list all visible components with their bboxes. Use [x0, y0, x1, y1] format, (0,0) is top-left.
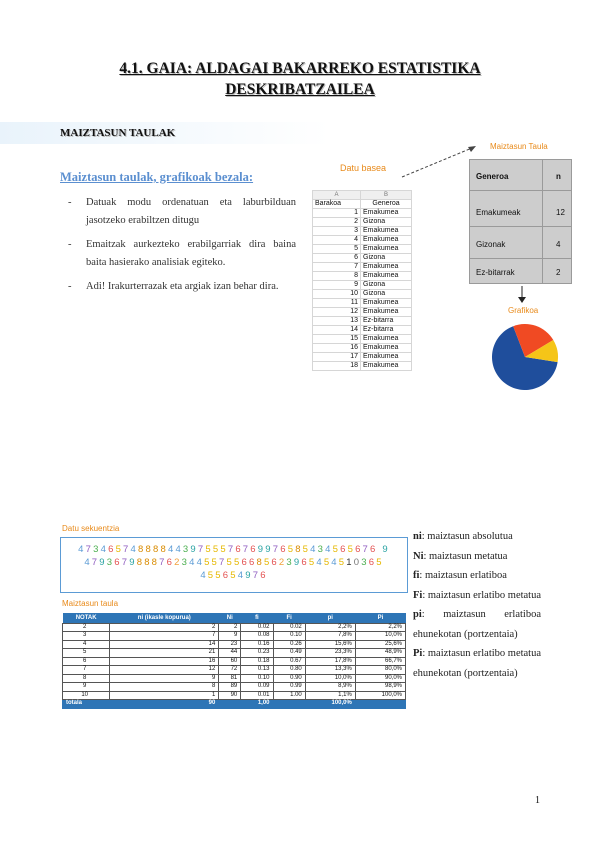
section-heading-text: MAIZTASUN TAULAK [60, 127, 176, 139]
table-cell: 2 [110, 623, 219, 632]
col-letter: B [361, 191, 412, 200]
legend-item [413, 547, 541, 567]
freq-header-cell: Generoa [476, 171, 509, 181]
sheet-cell: 5 [313, 245, 361, 254]
total-cell: 1,00 [241, 700, 273, 709]
table-row [63, 623, 406, 632]
page-title: 4.1. GAIA: ALDAGAI BAKARREKO ESTATISTIKA DESKRIBATZAILEA [119, 60, 481, 98]
legend-key: ni [413, 531, 422, 542]
freq-cell: Ez-bitarrak [476, 267, 515, 277]
column-header: pi [305, 613, 355, 623]
table-cell: 2,2% [355, 623, 405, 632]
col-letter: A [313, 191, 361, 200]
table-row [313, 272, 412, 281]
table-cell: 1,1% [305, 691, 355, 700]
maiztasun-taula [62, 613, 406, 709]
table-row [63, 632, 406, 641]
list-item: - Datuak modu ordenatuan eta laburbilduan jasotzeko erabiltzen ditugu [86, 194, 296, 229]
table-row [313, 290, 412, 299]
legend-text: : maiztasun erlatiboa [419, 570, 507, 581]
total-cell [355, 700, 405, 709]
table-cell: 8,9% [305, 683, 355, 692]
datu-basea-sheet [312, 190, 412, 371]
column-header: NOTAK [63, 613, 110, 623]
table-row [313, 236, 412, 245]
sheet-cell: Emakumea [361, 236, 412, 245]
legend-key: fi [413, 570, 420, 581]
legend-key: pi [413, 609, 422, 620]
table-cell: 0.10 [241, 674, 273, 683]
table-row [313, 209, 412, 218]
freq-cell: 2 [556, 267, 561, 277]
sheet-cell: 11 [313, 299, 361, 308]
freq-cell: Emakumeak [476, 207, 521, 217]
table-cell: 0.09 [241, 683, 273, 692]
table-cell: 0.16 [241, 640, 273, 649]
legend-key: Pi [413, 648, 423, 659]
table-cell: 0.02 [273, 623, 305, 632]
table-cell: 9 [63, 683, 110, 692]
table-row [313, 254, 412, 263]
ftab-header [63, 613, 406, 623]
freq-cell: 12 [556, 207, 565, 217]
table-row [63, 657, 406, 666]
datu-basea-label: Datu basea [340, 163, 387, 173]
arrow-dashed [400, 144, 480, 180]
table-cell: 5 [63, 649, 110, 658]
table-row [313, 353, 412, 362]
table-row [63, 649, 406, 658]
sheet-cell: Emakumea [361, 299, 412, 308]
sheet-cell: 1 [313, 209, 361, 218]
table-cell: 0.67 [273, 657, 305, 666]
list-item: - Adi! Irakurterrazak eta argiak izan behar dira. [86, 278, 296, 296]
table-cell: 44 [219, 649, 241, 658]
sheet-cell: 6 [313, 254, 361, 263]
table-row [313, 362, 412, 371]
table-cell: 8 [63, 674, 110, 683]
column-header: Ni [219, 613, 241, 623]
total-cell [219, 700, 241, 709]
table-row [313, 281, 412, 290]
sheet-header-cell: Generoa [361, 200, 412, 209]
page-number: 1 [535, 795, 540, 806]
bullet-list [86, 194, 296, 303]
table-row [313, 245, 412, 254]
legend [413, 527, 541, 683]
table-cell: 23,3% [305, 649, 355, 658]
table-cell: 72 [219, 666, 241, 675]
sequence-line: 4793679888762344557556685623965454510365 [84, 557, 384, 568]
freq-cell: Gizonak [476, 239, 506, 249]
table-cell: 0.18 [241, 657, 273, 666]
sheet-cell: Emakumea [361, 209, 412, 218]
column-header: Fi [273, 613, 305, 623]
sheet-col-letters [313, 191, 412, 200]
total-cell: totala [63, 700, 110, 709]
table-cell: 100,0% [355, 691, 405, 700]
table-cell: 10 [63, 691, 110, 700]
table-cell: 4 [63, 640, 110, 649]
sheet-cell: Emakumea [361, 344, 412, 353]
freq-header [470, 166, 571, 186]
table-cell: 13,3% [305, 666, 355, 675]
table-cell: 0.13 [241, 666, 273, 675]
sheet-cell: Emakumea [361, 308, 412, 317]
table-cell: 2 [63, 623, 110, 632]
total-row [63, 700, 406, 709]
sheet-cell: 10 [313, 290, 361, 299]
sheet-cell: Emakumea [361, 245, 412, 254]
table-cell: 0.99 [273, 683, 305, 692]
table-row [63, 674, 406, 683]
sheet-cell: 4 [313, 236, 361, 245]
sheet-cell: Emakumea [361, 272, 412, 281]
table-cell: 66,7% [355, 657, 405, 666]
legend-item [413, 644, 541, 683]
sheet-cell: Gizona [361, 254, 412, 263]
table-cell: 7 [110, 632, 219, 641]
grafikoa-label: Grafikoa [508, 306, 539, 315]
table-cell: 17,8% [305, 657, 355, 666]
sheet-cell: Emakumea [361, 227, 412, 236]
sheet-cell: Emakumea [361, 353, 412, 362]
table-cell: 0.80 [273, 666, 305, 675]
column-header: Pi [355, 613, 405, 623]
arrow-down-icon [516, 286, 528, 304]
sheet-cell: Gizona [361, 281, 412, 290]
table-cell: 15,6% [305, 640, 355, 649]
table-cell: 89 [219, 683, 241, 692]
sheet-cell: 13 [313, 317, 361, 326]
table-cell: 7,8% [305, 632, 355, 641]
sheet-cell: 12 [313, 308, 361, 317]
sheet-cell: Emakumea [361, 263, 412, 272]
table-row [313, 317, 412, 326]
sheet-cell: 15 [313, 335, 361, 344]
table-cell: 14 [110, 640, 219, 649]
table-cell: 0.10 [273, 632, 305, 641]
total-cell [273, 700, 305, 709]
table-row [313, 227, 412, 236]
sheet-cell: Emakumea [361, 362, 412, 371]
sheet-cell: 8 [313, 272, 361, 281]
maiztasun-taula-label: Maiztasun taula [62, 599, 119, 608]
maiztasun-taula-box [469, 159, 572, 284]
maiztasun-taula-box-label: Maiztasun Taula [490, 142, 548, 151]
table-cell: 80,0% [355, 666, 405, 675]
table-cell: 23 [219, 640, 241, 649]
table-cell: 16 [110, 657, 219, 666]
table-cell: 90,0% [355, 674, 405, 683]
legend-item [413, 566, 541, 586]
table-cell: 12 [110, 666, 219, 675]
table-row [313, 299, 412, 308]
legend-text: : maiztasun erlatiboa ehunekotan (portzentaia) [413, 609, 541, 640]
total-cell: 100,0% [305, 700, 355, 709]
table-cell: 2 [219, 623, 241, 632]
legend-item [413, 586, 541, 606]
sheet-cell: 17 [313, 353, 361, 362]
sheet-cell: Gizona [361, 290, 412, 299]
table-cell: 81 [219, 674, 241, 683]
table-cell: 0.90 [273, 674, 305, 683]
table-row [313, 263, 412, 272]
freq-header-cell: n [556, 171, 561, 181]
freq-cell: 4 [556, 239, 561, 249]
sheet-cell: 14 [313, 326, 361, 335]
section-heading [60, 122, 600, 144]
list-item: - Emaitzak aurkezteko erabilgarriak dira baina baita hasierako analisiak egiteko. [86, 236, 296, 271]
legend-item [413, 605, 541, 644]
legend-item [413, 527, 541, 547]
table-cell: 1 [110, 691, 219, 700]
table-cell: 90 [219, 691, 241, 700]
table-row [313, 308, 412, 317]
sheet-cell: 7 [313, 263, 361, 272]
table-row [63, 683, 406, 692]
table-row [313, 335, 412, 344]
legend-text: : maiztasun absolutua [421, 531, 513, 542]
table-cell: 7 [63, 666, 110, 675]
table-cell: 0.26 [273, 640, 305, 649]
table-cell: 9 [219, 632, 241, 641]
sequence-line: 4734657488884439755576769976585434565676 9 [78, 544, 390, 555]
table-row [63, 666, 406, 675]
freq-row [470, 202, 571, 222]
sheet-cell: 9 [313, 281, 361, 290]
legend-text: : maiztasun erlatibo metatua ehunekotan (portzentaia) [413, 648, 542, 679]
sequence-line: 455654976 [200, 570, 268, 581]
sheet-cell: Ez-bitarra [361, 317, 412, 326]
sheet-cell: 18 [313, 362, 361, 371]
sheet-header-cell: Barakoa [313, 200, 361, 209]
table-cell: 8 [110, 683, 219, 692]
table-cell: 0.02 [241, 623, 273, 632]
legend-key: Ni [413, 550, 424, 562]
sheet-cell: 2 [313, 218, 361, 227]
table-row [313, 326, 412, 335]
column-header: fi [241, 613, 273, 623]
pie-chart [490, 322, 560, 392]
freq-row [470, 234, 571, 254]
table-row [63, 691, 406, 700]
table-cell: 0.49 [273, 649, 305, 658]
table-cell: 48,9% [355, 649, 405, 658]
table-cell: 60 [219, 657, 241, 666]
table-row [63, 640, 406, 649]
table-cell: 25,6% [355, 640, 405, 649]
table-cell: 9 [110, 674, 219, 683]
legend-text: : maiztasun metatua [423, 550, 508, 562]
table-cell: 2,2% [305, 623, 355, 632]
freq-row [470, 262, 571, 282]
sheet-cell: Gizona [361, 218, 412, 227]
sheet-cell: Emakumea [361, 335, 412, 344]
column-header: ni (ikasle kopurua) [110, 613, 219, 623]
table-cell: 3 [63, 632, 110, 641]
legend-text: : maiztasun erlatibo metatua [422, 589, 542, 601]
legend-key: Fi [413, 589, 423, 601]
sheet-cell: Ez-bitarra [361, 326, 412, 335]
table-row [313, 218, 412, 227]
table-cell: 0.08 [241, 632, 273, 641]
table-cell: 6 [63, 657, 110, 666]
table-cell: 0.01 [241, 691, 273, 700]
table-cell: 10,0% [355, 632, 405, 641]
table-cell: 0.23 [241, 649, 273, 658]
table-cell: 1.00 [273, 691, 305, 700]
table-cell: 21 [110, 649, 219, 658]
sheet-cell: 3 [313, 227, 361, 236]
subtitle: Maiztasun taulak, grafikoak bezala: [60, 170, 254, 184]
datu-sekuentzia-label: Datu sekuentzia [62, 524, 120, 533]
total-cell: 90 [110, 700, 219, 709]
sheet-cell: 16 [313, 344, 361, 353]
datu-sekuentzia-box [60, 537, 408, 593]
table-cell: 10,0% [305, 674, 355, 683]
table-row [313, 344, 412, 353]
sheet-header-row [313, 200, 412, 209]
table-cell: 98,9% [355, 683, 405, 692]
